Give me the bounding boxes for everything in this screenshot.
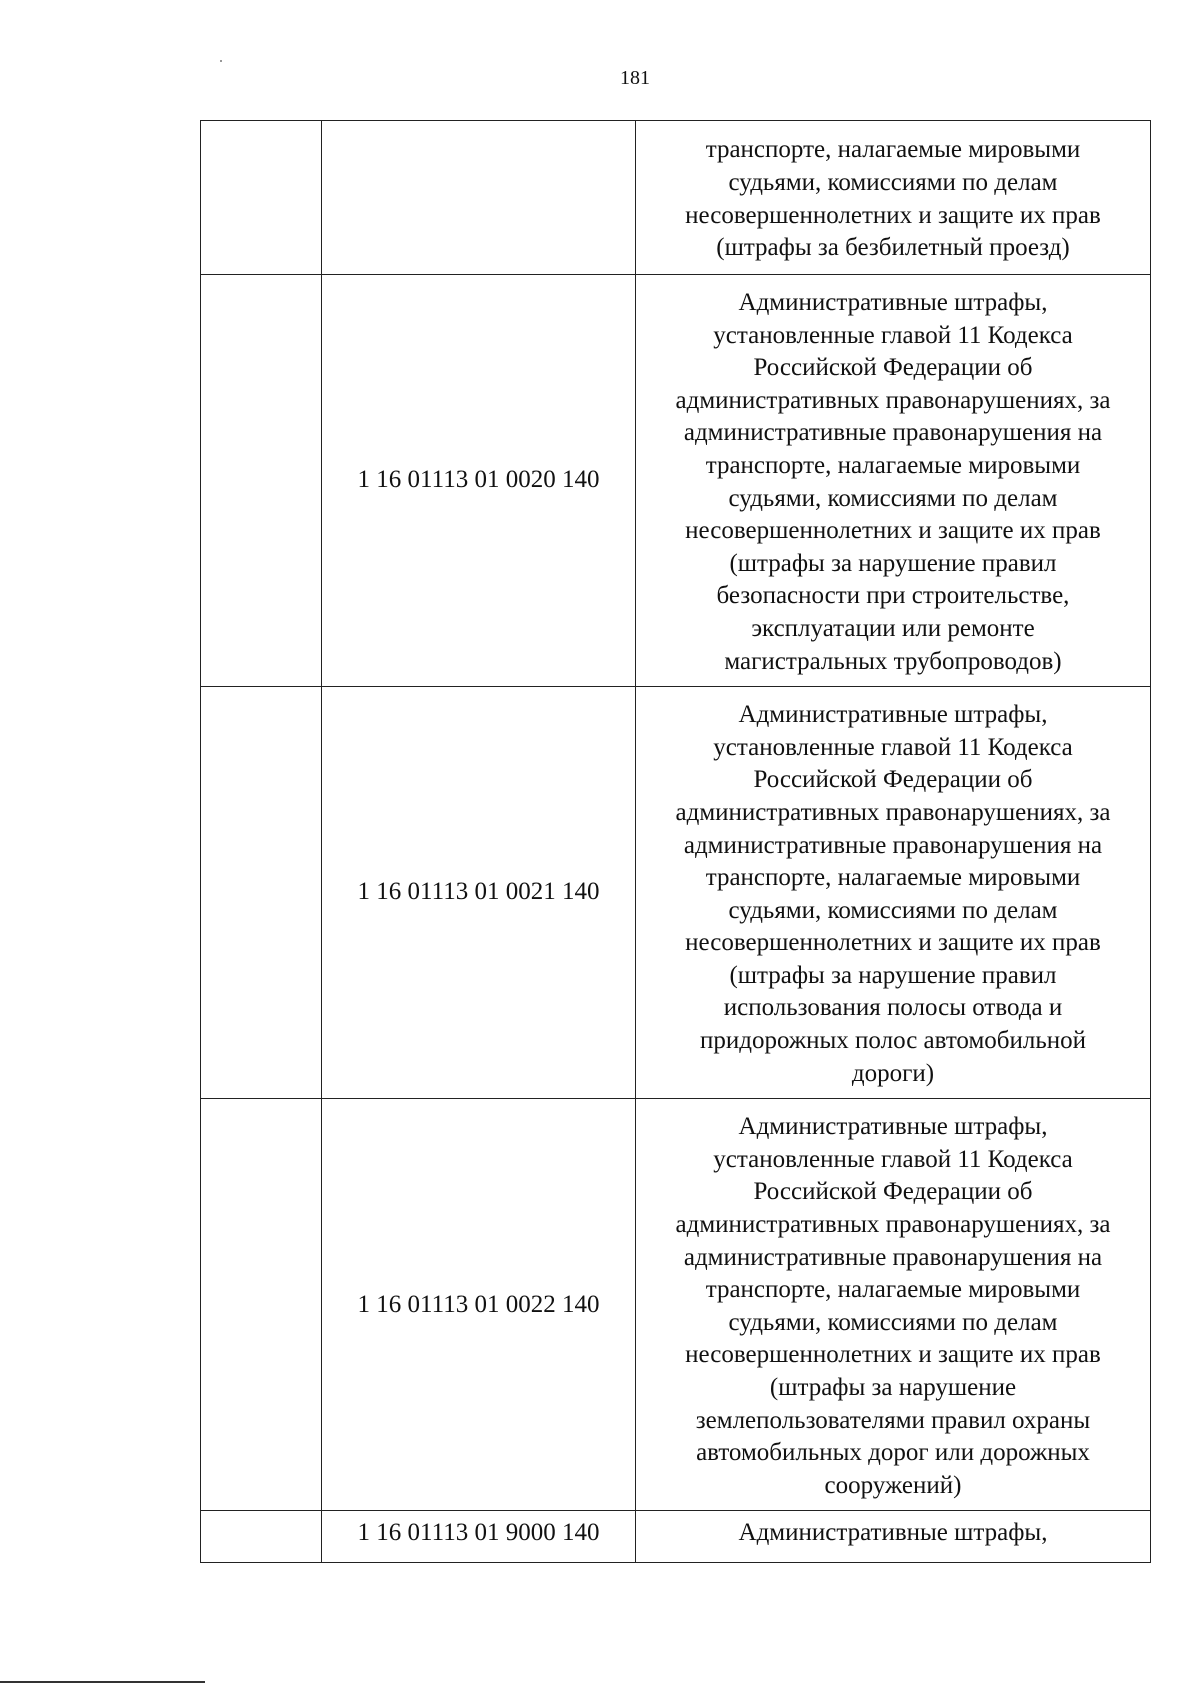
description-line: (штрафы за нарушение xyxy=(769,1374,1017,1401)
description-line: несовершеннолетних и защите их прав xyxy=(685,929,1101,957)
description-line: (штрафы за безбилетный проезд) xyxy=(716,234,1070,262)
description-line: эксплуатации или ремонте xyxy=(751,614,1035,642)
description-line: придорожных полос автомобильной xyxy=(700,1027,1086,1055)
description-cell xyxy=(636,1099,1151,1511)
scan-speck xyxy=(220,60,222,62)
description-line: дороги) xyxy=(851,1059,935,1087)
page-number: 181 xyxy=(620,67,650,89)
budget-code-cell: 1 16 01113 01 0020 140 xyxy=(322,275,636,687)
description-line: установленные главой 11 Кодекса xyxy=(713,733,1073,761)
description-line: использования полосы отвода и xyxy=(723,994,1063,1022)
budget-code-cell: 1 16 01113 01 9000 140 xyxy=(322,1511,636,1563)
table-cell-blank xyxy=(201,1099,322,1511)
description-line: транспорте, налагаемые мировыми xyxy=(705,451,1081,479)
description-line: Административные штрафы, xyxy=(738,1113,1048,1141)
description-line: (штрафы за нарушение правил xyxy=(729,549,1057,577)
table-row xyxy=(201,121,1151,275)
description-cell xyxy=(636,687,1151,1099)
description-line: Административные штрафы, xyxy=(738,289,1048,316)
description-line: (штрафы за нарушение правил xyxy=(729,961,1057,989)
table-cell-blank xyxy=(201,1511,322,1563)
description-line: судьями, комиссиями по делам xyxy=(728,896,1058,924)
description-line: землепользователями правил охраны xyxy=(695,1406,1091,1434)
description-line: установленные главой 11 Кодекса xyxy=(713,1145,1073,1173)
table-row xyxy=(201,687,1151,1099)
description-line: административные правонарушения на xyxy=(683,1243,1103,1271)
budget-code-cell: 1 16 01113 01 0022 140 xyxy=(322,1099,636,1511)
table-cell-blank xyxy=(201,687,322,1099)
description-line: Российской Федерации об xyxy=(753,766,1033,794)
description-line: транспорте, налагаемые мировыми xyxy=(705,864,1081,892)
description-line: несовершеннолетних и защите их прав xyxy=(685,201,1101,229)
description-line: административные правонарушения на xyxy=(683,831,1103,859)
description-line: Российской Федерации об xyxy=(753,354,1033,382)
description-line: несовершеннолетних и защите их прав xyxy=(685,1341,1101,1369)
description-line: транспорте, налагаемые мировыми xyxy=(705,1276,1081,1304)
table-cell-blank xyxy=(201,121,322,275)
description-line: магистральных трубопроводов) xyxy=(724,647,1062,675)
budget-code-table xyxy=(200,120,1151,1563)
description-line: установленные главой 11 Кодекса xyxy=(713,321,1073,349)
description-cell xyxy=(636,1511,1151,1563)
description-line: несовершеннолетних и защите их прав xyxy=(685,517,1101,545)
description-line: Административные штрафы, xyxy=(738,701,1048,729)
description-line: административных правонарушениях, за xyxy=(675,386,1111,414)
description-line: судьями, комиссиями по делам xyxy=(728,1308,1058,1336)
description-cell xyxy=(636,121,1151,275)
description-line: административные правонарушения на xyxy=(683,419,1103,447)
footnote-rule xyxy=(0,1681,205,1683)
description-line: судьями, комиссиями по делам xyxy=(728,168,1058,196)
description-line: транспорте, налагаемые мировыми xyxy=(705,136,1081,164)
table-row xyxy=(201,1511,1151,1563)
budget-code-cell: 1 16 01113 01 0021 140 xyxy=(322,687,636,1099)
budget-code-cell xyxy=(322,121,636,275)
table-row xyxy=(201,275,1151,687)
description-line: административных правонарушениях, за xyxy=(675,1211,1111,1239)
description-line: автомобильных дорог или дорожных xyxy=(696,1439,1090,1467)
description-line: Административные штрафы, xyxy=(738,1519,1048,1547)
description-cell xyxy=(636,275,1151,687)
description-line: административных правонарушениях, за xyxy=(675,798,1111,826)
description-line: Российской Федерации об xyxy=(753,1178,1033,1206)
description-line: сооружений) xyxy=(824,1471,962,1499)
table-cell-blank xyxy=(201,275,322,687)
description-line: судьями, комиссиями по делам xyxy=(728,484,1058,512)
table-row xyxy=(201,1099,1151,1511)
description-line: безопасности при строительстве, xyxy=(716,582,1070,610)
